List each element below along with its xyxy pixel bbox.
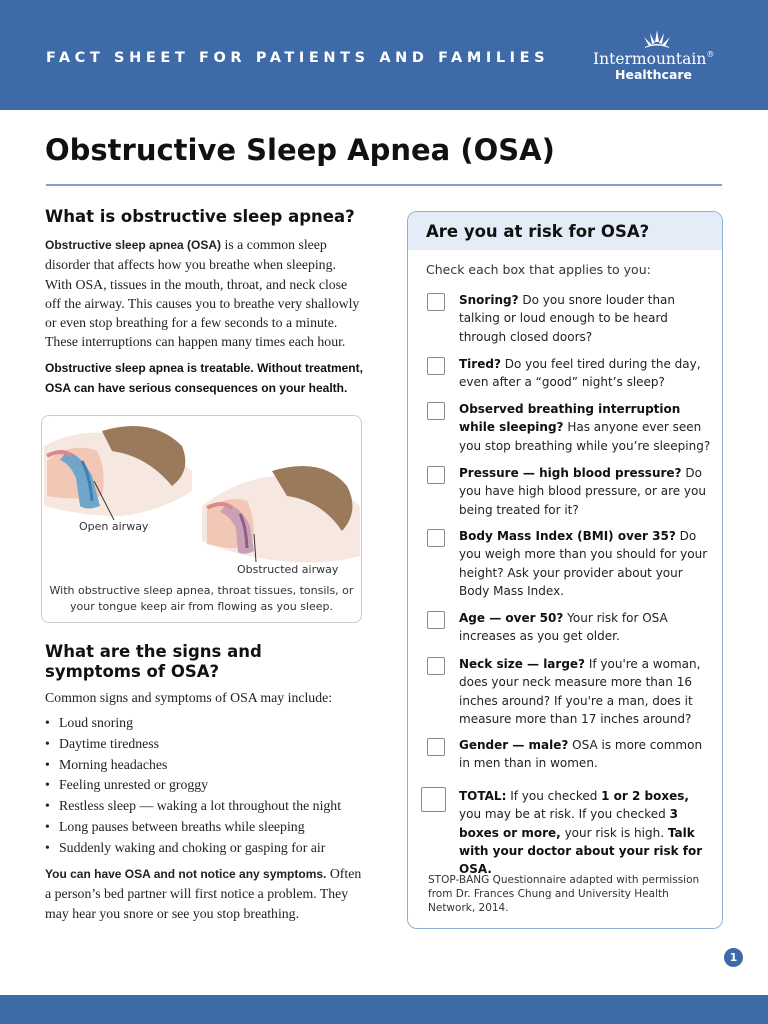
observed-checkbox[interactable] bbox=[427, 402, 445, 420]
risk-question-text: Snoring? Do you snore louder than talking or loud enough to be heard through closed doors? bbox=[459, 293, 676, 344]
neck-size-checkbox[interactable] bbox=[427, 657, 445, 675]
risk-panel-title: Are you at risk for OSA? bbox=[426, 222, 650, 241]
risk-question-text: Tired? Do you feel tired during the day, even after a “good” night’s sleep? bbox=[459, 357, 701, 390]
logo-subtitle: Healthcare bbox=[615, 67, 693, 82]
pressure-checkbox[interactable] bbox=[427, 466, 445, 484]
symptom-free-paragraph: You can have OSA and not notice any symptoms. Often a person’s bed partner will first notice a problem. They may hear you snore or see you stop breathing. bbox=[45, 866, 362, 921]
risk-question-text: Observed breathing interruption while sleeping? Has anyone ever seen you stop breathing while you’re sleeping? bbox=[459, 402, 711, 453]
signs-intro: Common signs and symptoms of OSA may include: bbox=[45, 690, 333, 705]
logo-name: Intermountain® bbox=[593, 50, 715, 68]
airway-diagram bbox=[42, 416, 361, 586]
list-item: • Morning headaches bbox=[45, 755, 375, 776]
header-band bbox=[0, 0, 768, 110]
title-divider bbox=[46, 184, 722, 186]
list-item: • Restless sleep — waking a lot throughout the night bbox=[45, 796, 375, 817]
treatable-note: Obstructive sleep apnea is treatable. Without treatment, OSA can have serious consequences on your health. bbox=[45, 361, 363, 395]
risk-panel-header bbox=[408, 212, 722, 250]
age-checkbox[interactable] bbox=[427, 611, 445, 629]
snoring-checkbox[interactable] bbox=[427, 293, 445, 311]
airway-illustration bbox=[41, 415, 362, 623]
risk-question-text: Neck size — large? If you're a woman, does your neck measure more than 16 inches around? If you're a man, does it measure more than 17 inches around? bbox=[459, 657, 701, 726]
risk-question-text: Gender — male? OSA is more common in men than in women. bbox=[459, 738, 703, 771]
list-item: • Daytime tiredness bbox=[45, 734, 375, 755]
mountain-logo-icon bbox=[637, 28, 677, 50]
footer-band bbox=[0, 995, 768, 1024]
symptoms-list bbox=[45, 713, 375, 859]
list-item: • Loud snoring bbox=[45, 713, 375, 734]
risk-total-text: TOTAL: If you checked 1 or 2 boxes, you may be at risk. If you checked 3 boxes or more, your risk is high. Talk with your doctor about your risk for OSA. bbox=[459, 789, 703, 877]
symptom-free-lead: You can have OSA and not notice any symptoms. bbox=[45, 867, 327, 881]
risk-question-text: Body Mass Index (BMI) over 35? Do you weigh more than you should for your height? Ask your provider about your Body Mass Index. bbox=[459, 529, 708, 598]
risk-checklist-panel bbox=[407, 211, 723, 929]
risk-question-text: Age — over 50? Your risk for OSA increases as you get older. bbox=[459, 611, 668, 644]
gender-checkbox[interactable] bbox=[427, 738, 445, 756]
signs-heading: What are the signs and symptoms of OSA? bbox=[45, 642, 262, 681]
obstructed-airway-label: Obstructed airway bbox=[237, 563, 339, 576]
figure-caption: With obstructive sleep apnea, throat tissues, tonsils, or your tongue keep air from flowing as you sleep. bbox=[49, 584, 354, 613]
total-box[interactable] bbox=[421, 787, 446, 812]
list-item: • Long pauses between breaths while sleeping bbox=[45, 817, 375, 838]
tired-checkbox[interactable] bbox=[427, 357, 445, 375]
page-number-badge: 1 bbox=[724, 948, 743, 967]
questionnaire-credit: STOP-BANG Questionnaire adapted with permission from Dr. Frances Chung and University Health Network, 2014. bbox=[428, 874, 700, 914]
what-is-heading: What is obstructive sleep apnea? bbox=[45, 207, 355, 226]
what-is-paragraph: Obstructive sleep apnea (OSA) is a common sleep disorder that affects how you breathe when sleeping. With OSA, tissues in the mouth, throat, and neck close off the airway. This causes you to breathe very shallowly or even stop breathing for a few seconds to a minute. These interruptions can happen many times each hour. bbox=[45, 237, 360, 350]
intermountain-logo bbox=[590, 28, 730, 84]
page-title: Obstructive Sleep Apnea (OSA) bbox=[45, 133, 555, 167]
bmi-checkbox[interactable] bbox=[427, 529, 445, 547]
list-item: • Feeling unrested or groggy bbox=[45, 775, 375, 796]
open-airway-label: Open airway bbox=[79, 520, 149, 533]
list-item: • Suddenly waking and choking or gasping for air bbox=[45, 838, 375, 859]
what-is-lead: Obstructive sleep apnea (OSA) bbox=[45, 238, 222, 252]
fact-sheet-kicker: FACT SHEET FOR PATIENTS AND FAMILIES bbox=[46, 50, 550, 66]
risk-question-text: Pressure — high blood pressure? Do you have high blood pressure, or are you being treated for it? bbox=[459, 466, 706, 517]
risk-instructions: Check each box that applies to you: bbox=[426, 262, 651, 277]
